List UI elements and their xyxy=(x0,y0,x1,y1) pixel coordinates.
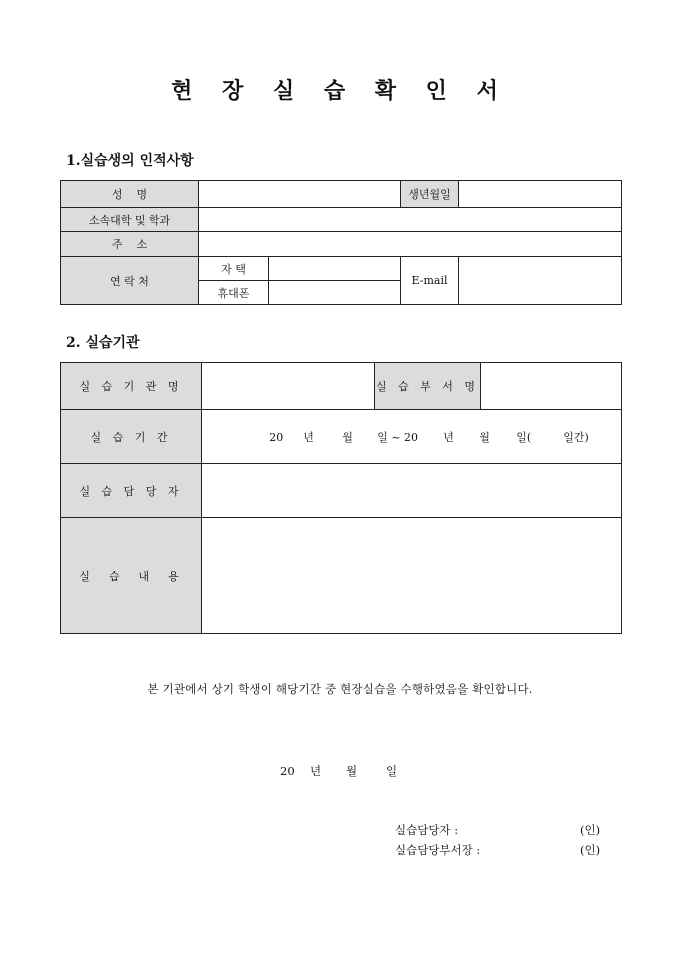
org-name-field[interactable] xyxy=(202,363,375,410)
period-field[interactable] xyxy=(202,410,622,464)
section2-heading: 2. 실습기관 xyxy=(66,335,140,351)
org-name-label: 실 습 기 관 명 xyxy=(61,363,202,410)
date-il: 일 xyxy=(386,764,398,778)
contact-label: 연 락 처 xyxy=(61,257,199,305)
content-label: 실 습 내 용 xyxy=(61,518,202,634)
period-days: 일간) xyxy=(563,430,589,444)
personal-info-table xyxy=(60,180,622,305)
address-field[interactable] xyxy=(199,232,622,257)
birth-field[interactable] xyxy=(459,181,622,208)
content-field[interactable] xyxy=(202,518,622,634)
home-phone-field[interactable] xyxy=(269,257,401,281)
name-field[interactable] xyxy=(199,181,401,208)
name-label: 성 명 xyxy=(61,181,199,208)
period-wol2: 월 xyxy=(479,430,490,444)
date-wol: 월 xyxy=(346,764,358,778)
period-nyeon2: 년 xyxy=(443,430,454,444)
manager-label: 실 습 담 당 자 xyxy=(61,464,202,518)
issue-date xyxy=(280,763,397,779)
date-year: 20 xyxy=(280,764,295,778)
period-label: 실 습 기 간 xyxy=(61,410,202,464)
period-il1: 일 ~ 20 xyxy=(377,430,419,444)
manager-field[interactable] xyxy=(202,464,622,518)
confirmation-text: 본 기관에서 상기 학생이 해당기간 중 현장실습을 수행하였음을 확인합니다. xyxy=(147,682,533,696)
dept-name-label: 실 습 부 서 명 xyxy=(375,363,481,410)
head-signature-label: 실습담당부서장 : xyxy=(395,843,481,857)
period-il2: 일( xyxy=(516,430,532,444)
manager-seal: (인) xyxy=(580,823,601,837)
home-phone-label: 자 택 xyxy=(199,257,269,281)
period-nyeon1: 년 xyxy=(303,430,314,444)
page-title: 현 장 실 습 확 인 서 xyxy=(171,78,509,104)
school-field[interactable] xyxy=(199,208,622,232)
address-label: 주 소 xyxy=(61,232,199,257)
mobile-field[interactable] xyxy=(269,281,401,305)
period-wol1: 월 xyxy=(342,430,353,444)
manager-signature-label: 실습담당자 : xyxy=(395,823,459,837)
email-field[interactable] xyxy=(459,257,622,305)
mobile-label: 휴대폰 xyxy=(199,281,269,305)
organization-table xyxy=(60,362,622,634)
period-text xyxy=(202,416,621,458)
email-label: E-mail xyxy=(401,257,459,305)
date-nyeon: 년 xyxy=(310,764,322,778)
period-year1: 20 xyxy=(269,430,284,444)
head-seal: (인) xyxy=(580,843,601,857)
birth-label: 생년월일 xyxy=(401,181,459,208)
dept-name-field[interactable] xyxy=(481,363,622,410)
school-label: 소속대학 및 학과 xyxy=(61,208,199,232)
section1-heading: 1.실습생의 인적사항 xyxy=(66,153,194,169)
